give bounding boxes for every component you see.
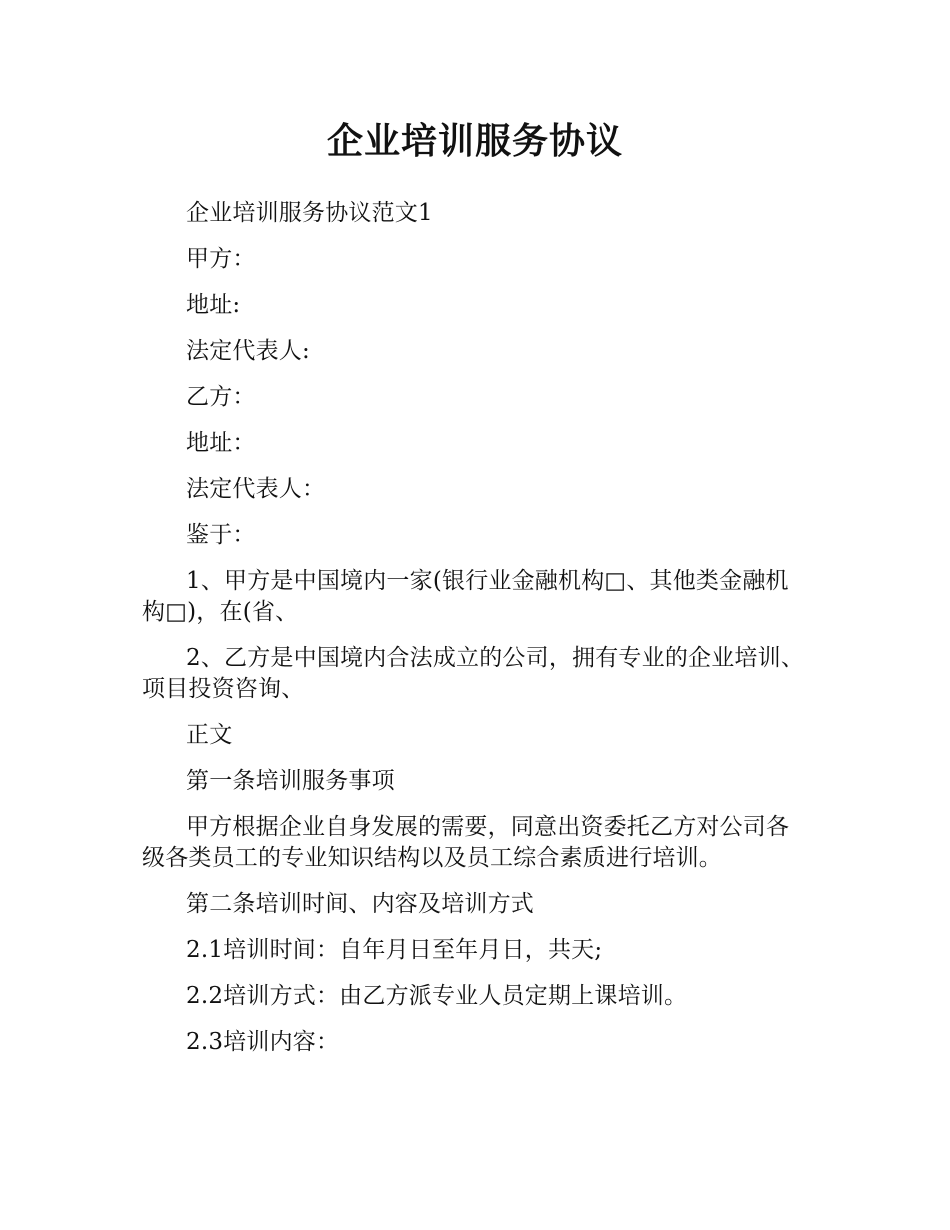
paragraph-party-a: 甲方：: [186, 246, 256, 272]
paragraph-legal-rep-a: 法定代表人:: [186, 338, 310, 364]
paragraph-article-1-body: 甲方根据企业自身发展的需要，同意出资委托乙方对公司各级各类员工的专业知识结构以及员工综合素质进行培训。: [142, 814, 790, 871]
paragraph-party-b: 乙方：: [186, 384, 256, 410]
paragraph-clause-2-2: 2.2培训方式：由乙方派专业人员定期上课培训。: [186, 983, 688, 1009]
paragraph-clause-2-1: 2.1培训时间：自年月日至年月日，共天;: [186, 937, 603, 963]
document-body: [142, 198, 810, 1073]
paragraph-address-b: 地址：: [186, 430, 256, 456]
paragraph-whereas-2: 2、乙方是中国境内合法成立的公司，拥有专业的企业培训、项目投资咨询、: [142, 645, 805, 702]
paragraph-main-text: 正文: [186, 722, 233, 748]
document-title: 企业培训服务协议: [326, 121, 623, 162]
paragraph-heading-sample: 企业培训服务协议范文1: [186, 200, 433, 226]
paragraph-whereas: 鉴于：: [186, 522, 256, 548]
paragraph-article-1-heading: 第一条培训服务事项: [186, 768, 395, 794]
paragraph-whereas-1: 1、甲方是中国境内一家(银行业金融机构□、其他类金融机构□)，在(省、: [142, 568, 789, 625]
paragraph-article-2-heading: 第二条培训时间、内容及培训方式: [186, 891, 534, 917]
paragraph-legal-rep-b: 法定代表人：: [186, 476, 326, 502]
paragraph-address-a: 地址:: [186, 292, 241, 318]
paragraph-clause-2-3: 2.3培训内容：: [186, 1029, 340, 1055]
